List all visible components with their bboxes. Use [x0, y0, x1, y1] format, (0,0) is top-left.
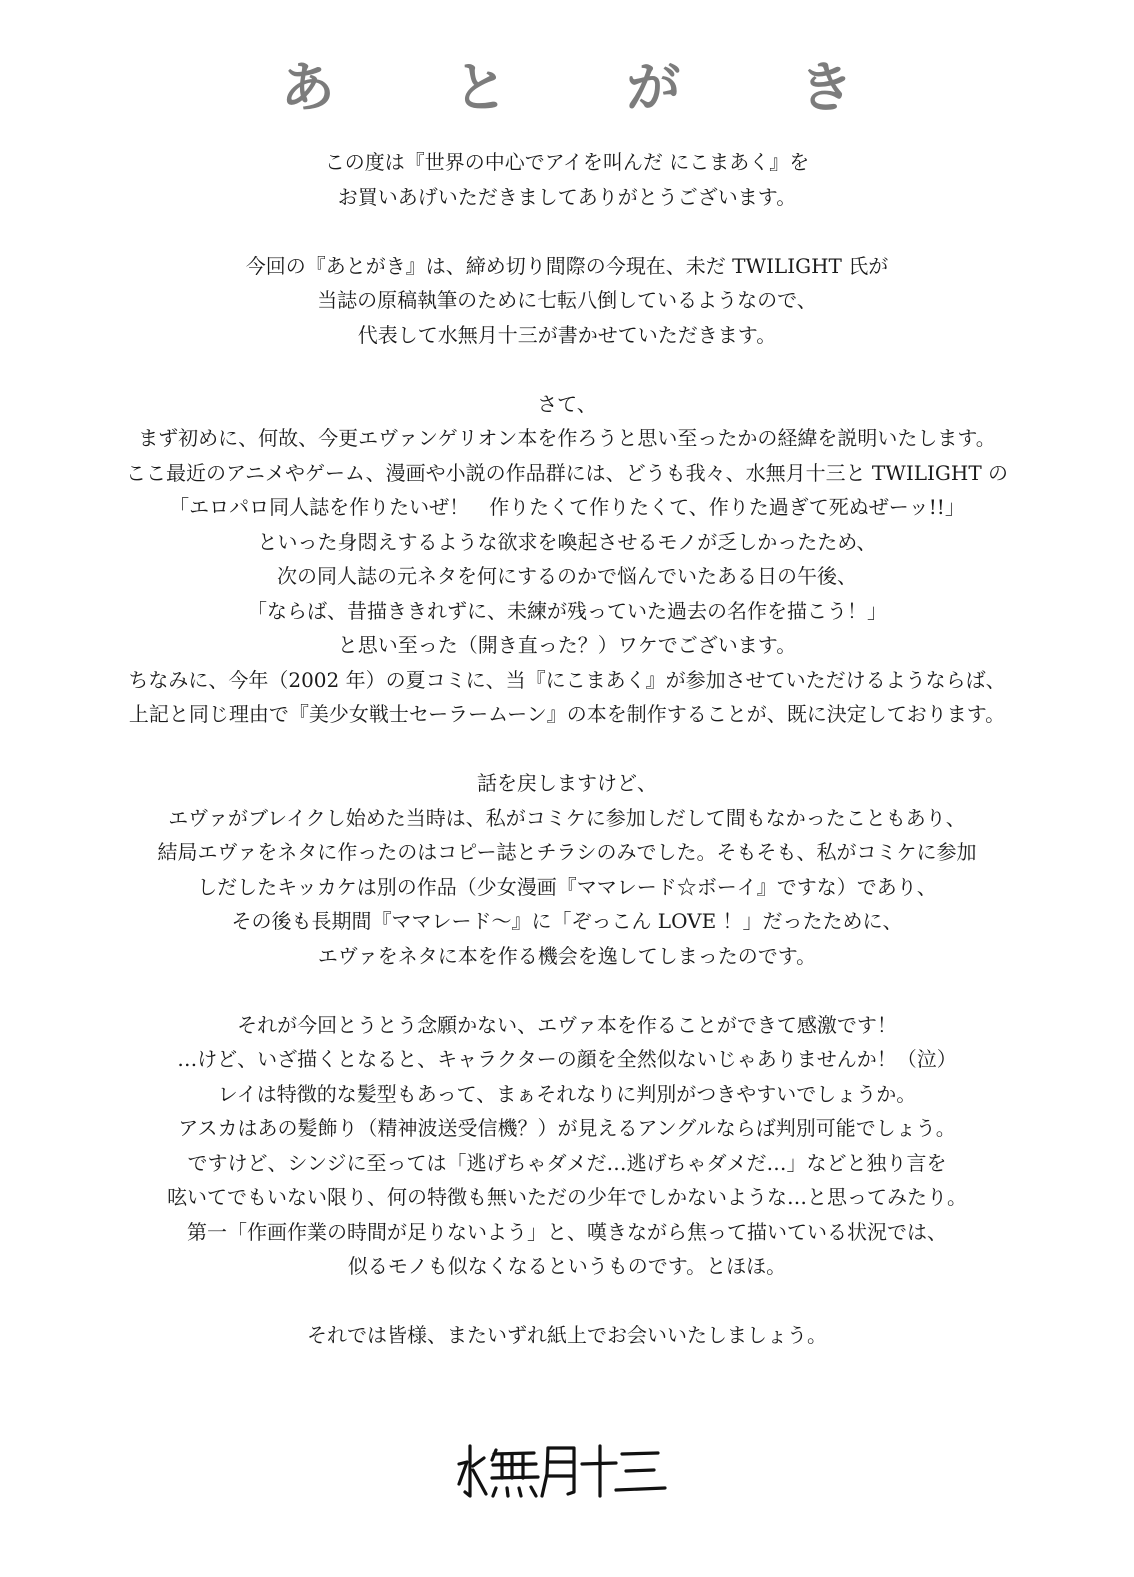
text-line: この度は『世界の中心でアイを叫んだ にこまあく』を: [324, 150, 810, 174]
text-line: アスカはあの髪飾り（精神波送受信機？）が見えるアングルならば判別可能でしょう。: [178, 1116, 956, 1140]
paragraph-greeting: [40, 145, 1094, 214]
paragraph-closing: [40, 1318, 1094, 1353]
text-line: エヴァがブレイクし始めた当時は、私がコミケに参加しだして間もなかったこともあり、: [168, 805, 966, 830]
text-line: ここ最近のアニメやゲーム、漫画や小説の作品群には、どうも我々、水無月十三と TWILIGHT の: [125, 460, 1009, 485]
handwritten-signature: [456, 1440, 668, 1506]
text-line: と思い至った（開き直った？）ワケでございます。: [337, 633, 797, 657]
text-line: 代表して水無月十三が書かせていただきます。: [357, 322, 777, 347]
text-line: 第一「作画作業の時間が足りないよう」と、嘆きながら焦って描いている状況では、: [187, 1219, 947, 1244]
text-line: 似るモノも似なくなるというものです。とほほ。: [347, 1254, 787, 1278]
paragraph-history: [40, 766, 1094, 973]
text-line: さて、: [537, 391, 597, 416]
text-line: 「ならば、昔描ききれずに、未練が残っていた過去の名作を描こう！」: [247, 598, 887, 623]
text-line: ですけど、シンジに至っては「逃げちゃダメだ…逃げちゃダメだ…」などと独り言を: [187, 1150, 947, 1175]
text-line: まず初めに、何故、今更エヴァンゲリオン本を作ろうと思い至ったかの経緯を説明いたします。: [138, 426, 996, 450]
text-line: エヴァをネタに本を作る機会を逸してしまったのです。: [317, 943, 817, 968]
text-line: その後も長期間『ママレード〜』に「ぞっこん LOVE ！」だったために、: [231, 909, 903, 933]
paragraph-characters: [40, 1008, 1094, 1284]
text-line: 今回の『あとがき』は、締め切り間際の今現在、未だ TWILIGHT 氏が: [245, 253, 889, 278]
text-line: それが今回とうとう念願かない、エヴァ本を作ることができて感激です！: [237, 1012, 897, 1037]
text-line: お買いあげいただきましてありがとうございます。: [337, 184, 797, 209]
text-line: 上記と同じ理由で『美少女戦士セーラームーン』の本を制作することが、既に決定しております。: [128, 702, 1006, 726]
text-line: それでは皆様、またいずれ紙上でお会いいたしましょう。: [307, 1323, 827, 1347]
text-line: 「エロパロ同人誌を作りたいぜ！ 作りたくて作りたくて、作りた過ぎて死ぬぜーッ!!」: [169, 495, 965, 519]
page-title: あ と が き: [280, 56, 904, 119]
text-line: 結局エヴァをネタに作ったのはコピー誌とチラシのみでした。そもそも、私がコミケに参加: [157, 840, 977, 864]
text-line: といった身悶えするような欲求を喚起させるモノが乏しかったため、: [257, 529, 877, 554]
text-line: ちなみに、今年（2002 年）の夏コミに、当『にこまあく』が参加させていただけるようならば、: [128, 667, 1006, 692]
paragraph-background: [40, 387, 1094, 732]
text-line: レイは特徴的な髪型もあって、まぁそれなりに判別がつきやすいでしょうか。: [217, 1081, 917, 1106]
paragraph-author-note: [40, 249, 1094, 353]
text-line: 次の同人誌の元ネタを何にするのかで悩んでいたある日の午後、: [277, 564, 857, 588]
text-line: 呟いてでもいない限り、何の特徴も無いただの少年でしかないような…と思ってみたり。: [167, 1185, 967, 1209]
text-line: しだしたキッカケは別の作品（少女漫画『ママレード☆ボーイ』ですな）であり、: [197, 874, 937, 899]
text-line: 話を戻しますけど、: [477, 771, 657, 795]
text-line: …けど、いざ描くとなると、キャラクターの顔を全然似ないじゃありませんか！（泣）: [177, 1047, 957, 1071]
afterword-body: [40, 145, 1094, 1387]
text-line: 当誌の原稿執筆のために七転八倒しているようなので、: [317, 288, 817, 312]
